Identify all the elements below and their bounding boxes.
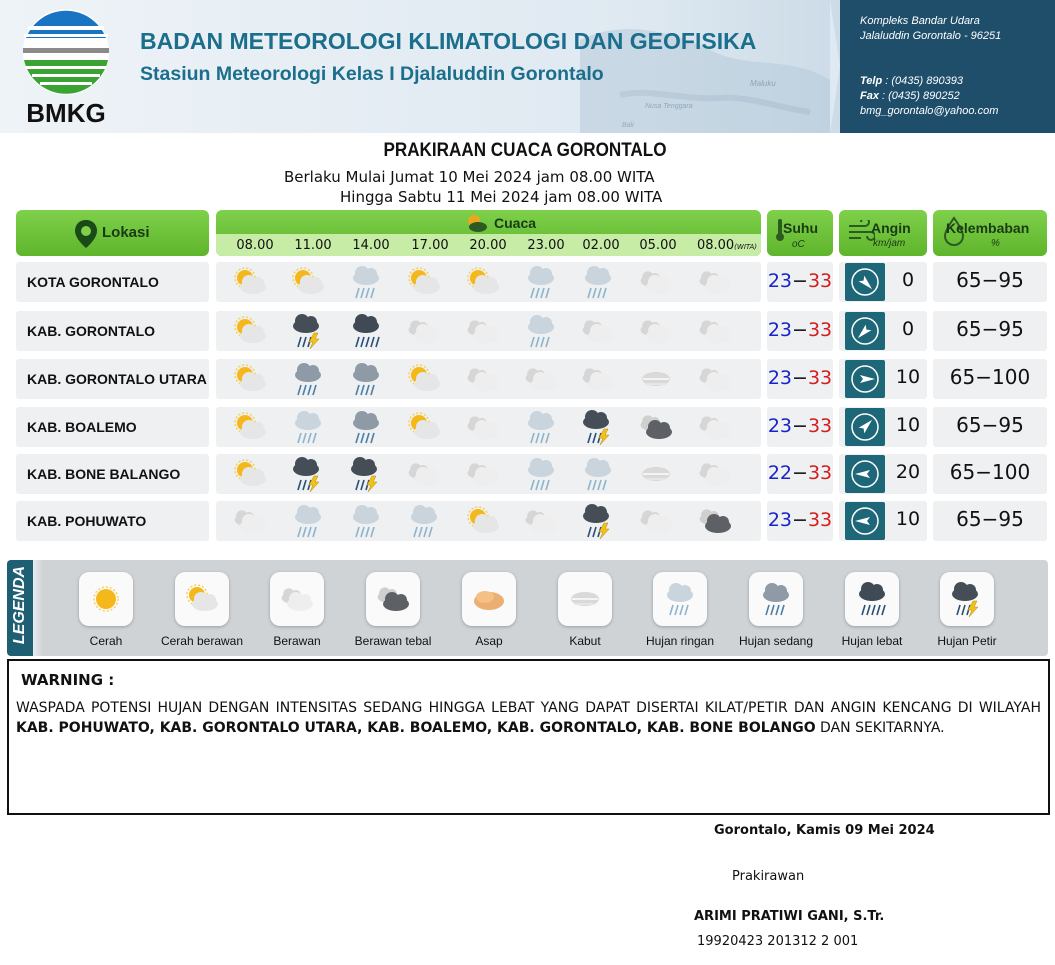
signature-name: ARIMI PRATIWI GANI, S.Tr. (694, 909, 885, 924)
temperature: 23−33 (767, 311, 833, 351)
temp-max: 33 (807, 509, 833, 531)
location-name: KAB. POHUWATO (16, 501, 209, 541)
table-row (16, 311, 1047, 351)
table-row (16, 359, 1047, 399)
bmkg-logo-icon (18, 8, 114, 98)
berawan-icon (638, 264, 674, 300)
email-link[interactable]: bmg_gorontalo@yahoo.com (860, 105, 999, 117)
hujan-petir-icon (580, 409, 616, 445)
berawan-tebal-icon (697, 503, 733, 539)
header-kelembaban (933, 210, 1047, 256)
berawan-icon (697, 409, 733, 445)
kelembaban-unit: % (991, 238, 1000, 249)
legend-item (537, 572, 633, 648)
humidity: 65−100 (933, 359, 1047, 399)
map-label: Maluku (750, 79, 776, 88)
hujan-petir-icon (580, 503, 616, 539)
kabut-icon (638, 456, 674, 492)
table-row (16, 407, 1047, 447)
time-label: 08.00 (696, 238, 735, 253)
warning-text-before: WASPADA POTENSI HUJAN DENGAN INTENSITAS SEDANG HINGGA LEBAT YANG DAPAT DISERTAI KILAT/PETIR DAN ANGIN KENCANG DI WILAYAH (16, 700, 1041, 716)
legend-item (441, 572, 537, 648)
time-label: 17.00 (411, 238, 449, 253)
berawan-icon (697, 313, 733, 349)
valid-to: Hingga Sabtu 11 Mei 2024 jam 08.00 WITA (340, 188, 663, 206)
berawan-icon (697, 264, 733, 300)
hujan-ringan-icon (290, 503, 326, 539)
location-name: KAB. BONE BALANGO (16, 454, 209, 494)
legend-label: Berawan (273, 634, 321, 648)
wind-speed: 10 (895, 508, 921, 530)
cerah-berawan-icon (290, 264, 326, 300)
warning-text-after: DAN SEKITARNYA. (815, 720, 945, 736)
table-row (16, 454, 1047, 494)
cuaca-label: Cuaca (494, 215, 537, 231)
time-label: 20.00 (469, 238, 507, 253)
legend-item (345, 572, 441, 648)
kelembaban-label: Kelembaban (946, 220, 1030, 236)
location-name: KAB. GORONTALO (16, 311, 209, 351)
wind (839, 311, 927, 351)
humidity: 65−95 (933, 262, 1047, 302)
hujan-lebat-icon (845, 572, 899, 626)
kabut-icon (638, 361, 674, 397)
legend-item (919, 572, 1015, 648)
berawan-icon (697, 456, 733, 492)
humidity: 65−100 (933, 454, 1047, 494)
wind-speed: 10 (895, 414, 921, 436)
hujan-ringan-icon (523, 313, 559, 349)
wind-direction-icon (845, 360, 885, 398)
location-name: KAB. GORONTALO UTARA (16, 359, 209, 399)
map-label: Nusa Tenggara (645, 103, 693, 110)
berawan-icon (638, 503, 674, 539)
warning-title: WARNING : (21, 671, 115, 689)
hujan-petir-icon (940, 572, 994, 626)
cerah-berawan-icon (465, 264, 501, 300)
time-label: 14.00 (352, 238, 390, 253)
cerah-berawan-icon (232, 409, 268, 445)
hujan-ringan-icon (523, 264, 559, 300)
berawan-icon (523, 503, 559, 539)
temp-min: 22 (767, 462, 793, 484)
cerah-berawan-icon (406, 361, 442, 397)
legend-item (632, 572, 728, 648)
hujan-ringan-icon (348, 264, 384, 300)
cerah-berawan-icon (232, 313, 268, 349)
legend-label: Cerah (89, 634, 123, 648)
berawan-icon (406, 313, 442, 349)
legend-label: Kabut (569, 634, 601, 648)
berawan-icon (523, 361, 559, 397)
hujan-petir-icon (290, 456, 326, 492)
lokasi-label: Lokasi (102, 224, 150, 241)
wind-speed: 20 (895, 461, 921, 483)
time-label: 08.00 (236, 238, 274, 253)
hujan-ringan-icon (523, 456, 559, 492)
wind (839, 359, 927, 399)
weather-cells (216, 262, 761, 302)
wind-direction-icon (845, 502, 885, 540)
warning-regions: KAB. POHUWATO, KAB. GORONTALO UTARA, KAB. BOALEMO, KAB. GORONTALO, KAB. BONE BOLANGO (16, 720, 816, 736)
header-banner (0, 0, 1055, 133)
berawan-tebal-icon (638, 409, 674, 445)
address-panel (840, 0, 1055, 133)
berawan-icon (406, 456, 442, 492)
legend-label: Cerah berawan (160, 634, 244, 648)
berawan-icon (465, 361, 501, 397)
wind-direction-icon (845, 312, 885, 350)
suhu-label: Suhu (783, 220, 818, 236)
location-pin-icon (74, 219, 98, 249)
weather-cells (216, 454, 761, 494)
wind (839, 454, 927, 494)
legend-item (154, 572, 250, 648)
time-note: (WITA) (734, 243, 758, 251)
hujan-sedang-icon (290, 361, 326, 397)
telp-value: : (0435) 890393 (882, 75, 963, 87)
cerah-berawan-icon (175, 572, 229, 626)
legend-item (728, 572, 824, 648)
time-label-last (692, 238, 762, 253)
temp-min: 23 (767, 367, 793, 389)
address-line: Kompleks Bandar Udara (860, 15, 980, 27)
phone (860, 74, 1055, 89)
angin-label: Angin (871, 220, 911, 236)
warning-text (16, 698, 1041, 738)
temp-max: 33 (807, 319, 833, 341)
wind (839, 262, 927, 302)
page-title: PRAKIRAAN CUACA GORONTALO (383, 140, 667, 161)
header-cuaca (216, 210, 761, 256)
telp-label: Telp (860, 75, 883, 87)
legend-label: Hujan sedang (738, 634, 814, 648)
legend-item (824, 572, 920, 648)
location-name: KAB. BOALEMO (16, 407, 209, 447)
cloud-sun-icon (464, 212, 488, 234)
humidity: 65−95 (933, 311, 1047, 351)
wind-speed: 0 (901, 269, 915, 291)
wind (839, 501, 927, 541)
angin-unit: km/jam (873, 238, 906, 249)
suhu-unit: oC (792, 239, 805, 250)
hujan-ringan-icon (580, 456, 616, 492)
temp-min: 23 (767, 509, 793, 531)
header-angin (839, 210, 927, 256)
time-row (216, 234, 761, 256)
hujan-ringan-icon (406, 503, 442, 539)
cerah-berawan-icon (406, 409, 442, 445)
hujan-ringan-icon (580, 264, 616, 300)
fax-value: : (0435) 890252 (878, 90, 960, 102)
hujan-ringan-icon (653, 572, 707, 626)
cerah-icon (79, 572, 133, 626)
wind-speed: 10 (895, 366, 921, 388)
wind-direction-icon (845, 408, 885, 446)
legend-label: Hujan Petir (937, 634, 997, 648)
temperature: 23−33 (767, 501, 833, 541)
warning-box (7, 659, 1050, 815)
temp-max: 33 (807, 367, 833, 389)
berawan-icon (697, 361, 733, 397)
hujan-sedang-icon (348, 361, 384, 397)
valid-from: Berlaku Mulai Jumat 10 Mei 2024 jam 08.00 WITA (284, 168, 655, 186)
signature-role: Prakirawan (732, 869, 805, 884)
legend-item (249, 572, 345, 648)
address-line: Jalaluddin Gorontalo - 96251 (860, 30, 1002, 42)
signature-nip: 19920423 201312 2 001 (697, 934, 859, 949)
legend-item (58, 572, 154, 648)
hujan-ringan-icon (348, 503, 384, 539)
time-label: 05.00 (639, 238, 677, 253)
hujan-ringan-icon (523, 409, 559, 445)
asap-icon (462, 572, 516, 626)
berawan-tebal-icon (366, 572, 420, 626)
wind-direction-icon (845, 263, 885, 301)
temperature: 22−33 (767, 454, 833, 494)
legend-label: Hujan lebat (841, 634, 903, 648)
berawan-icon (465, 409, 501, 445)
berawan-icon (465, 313, 501, 349)
time-label: 23.00 (527, 238, 565, 253)
time-label: 11.00 (294, 238, 332, 253)
map-label: Bali (622, 122, 634, 129)
cerah-berawan-icon (465, 503, 501, 539)
logo-text: BMKG (26, 98, 106, 128)
cerah-berawan-icon (232, 264, 268, 300)
table-row (16, 501, 1047, 541)
wind-speed: 0 (901, 318, 915, 340)
time-label: 02.00 (582, 238, 620, 253)
hujan-sedang-icon (348, 409, 384, 445)
fax-label: Fax (860, 90, 879, 102)
legend-label: Berawan tebal (354, 634, 432, 648)
header-suhu (767, 210, 833, 256)
signature-date: Gorontalo, Kamis 09 Mei 2024 (714, 823, 935, 838)
hujan-sedang-icon (749, 572, 803, 626)
kabut-icon (558, 572, 612, 626)
berawan-icon (580, 313, 616, 349)
temperature: 23−33 (767, 262, 833, 302)
legend-title: LEGENDA (11, 565, 28, 645)
berawan-icon (580, 361, 616, 397)
table-row (16, 262, 1047, 302)
wind (839, 407, 927, 447)
header-lokasi (16, 210, 209, 256)
temp-min: 23 (767, 415, 793, 437)
hujan-petir-icon (348, 456, 384, 492)
weather-cells (216, 311, 761, 351)
hujan-ringan-icon (290, 409, 326, 445)
agency-name: BADAN METEOROLOGI KLIMATOLOGI DAN GEOFISIKA (140, 28, 757, 54)
temp-min: 23 (767, 319, 793, 341)
legend-tab (7, 560, 33, 656)
cerah-berawan-icon (406, 264, 442, 300)
berawan-icon (638, 313, 674, 349)
station-name: Stasiun Meteorologi Kelas I Djalaluddin Gorontalo (140, 63, 604, 85)
fax (860, 89, 1055, 104)
temperature: 23−33 (767, 407, 833, 447)
temp-max: 33 (807, 415, 833, 437)
cerah-berawan-icon (232, 361, 268, 397)
hujan-lebat-icon (348, 313, 384, 349)
weather-cells (216, 359, 761, 399)
temp-min: 23 (767, 270, 793, 292)
berawan-icon (232, 503, 268, 539)
humidity: 65−95 (933, 501, 1047, 541)
location-name: KOTA GORONTALO (16, 262, 209, 302)
berawan-icon (270, 572, 324, 626)
legend-label: Hujan ringan (645, 634, 715, 648)
weather-cells (216, 407, 761, 447)
legend-label: Asap (475, 634, 503, 648)
berawan-icon (465, 456, 501, 492)
temp-max: 33 (807, 270, 833, 292)
weather-cells (216, 501, 761, 541)
temperature: 23−33 (767, 359, 833, 399)
humidity: 65−95 (933, 407, 1047, 447)
bmkg-logo (18, 8, 114, 126)
temp-max: 33 (807, 462, 833, 484)
cerah-berawan-icon (232, 456, 268, 492)
legend (7, 560, 1048, 656)
wind-direction-icon (845, 455, 885, 493)
hujan-petir-icon (290, 313, 326, 349)
